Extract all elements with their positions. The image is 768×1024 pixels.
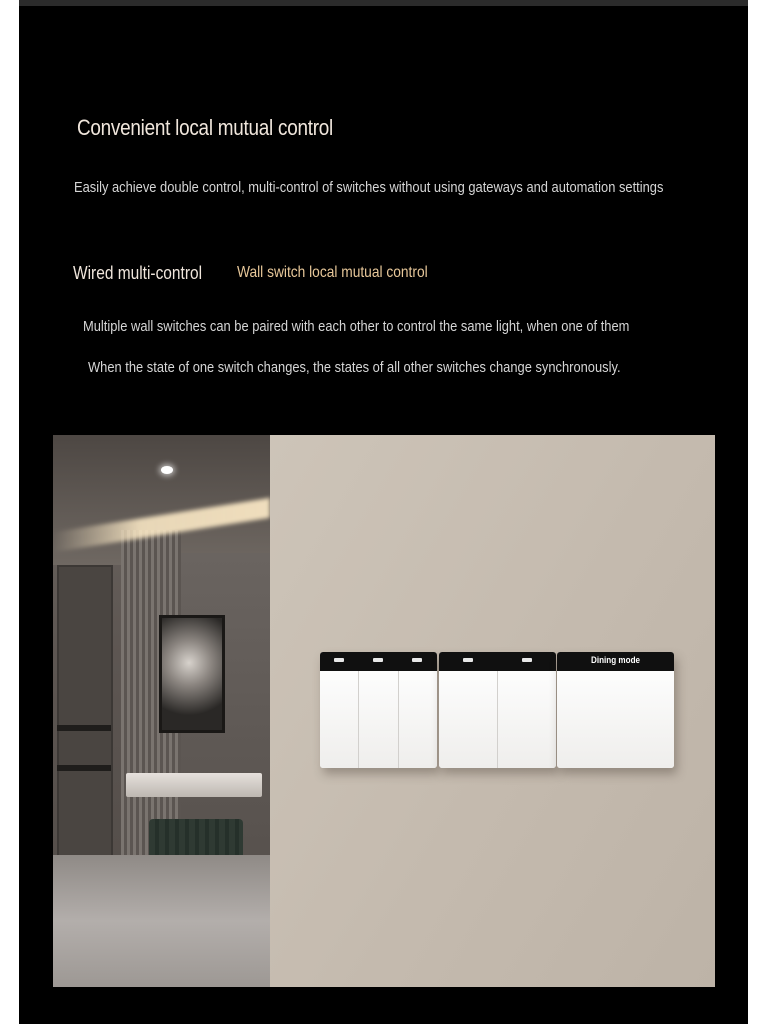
intro-text: Easily achieve double control, multi-control of switches without using gateways and automation settings [74,179,664,196]
switch-label-mark [463,658,473,662]
switch-key[interactable] [398,671,437,768]
switch-label-mark [334,658,344,662]
switch-label-mark [522,658,532,662]
switch-display-bar [557,652,674,671]
wall-switch-double [439,652,556,768]
switch-key[interactable] [497,671,556,768]
switch-keys [320,671,437,768]
floor [53,855,270,987]
wall-artwork [159,615,225,733]
section-title: Convenient local mutual control [77,115,333,140]
switch-key[interactable] [557,671,674,768]
switch-display-bar [320,652,437,671]
switch-key[interactable] [439,671,497,768]
door-stripe [57,725,111,731]
switch-key[interactable] [358,671,397,768]
ceiling-lamp [161,466,173,474]
switch-label-mark [373,658,383,662]
wired-label: Wired multi-control [73,263,203,283]
wall-switch-scene [557,652,674,768]
console-table [126,773,262,797]
description-line-2: When the state of one switch changes, the states of all other switches change synchronously. [88,359,621,376]
door [57,565,113,869]
switch-key[interactable] [320,671,358,768]
hallway-scene [53,435,270,987]
switch-display-bar [439,652,556,671]
wired-sublabel: Wall switch local mutual control [237,264,428,281]
description-line-1: Multiple wall switches can be paired with each other to control the same light, when one of them [83,318,630,335]
wall-switch-triple [320,652,437,768]
product-photo [53,435,715,987]
scene-label: Dining mode [590,655,641,665]
switch-keys [439,671,556,768]
door-stripe [57,765,111,771]
switch-keys [557,671,674,768]
switch-label-mark [412,658,422,662]
